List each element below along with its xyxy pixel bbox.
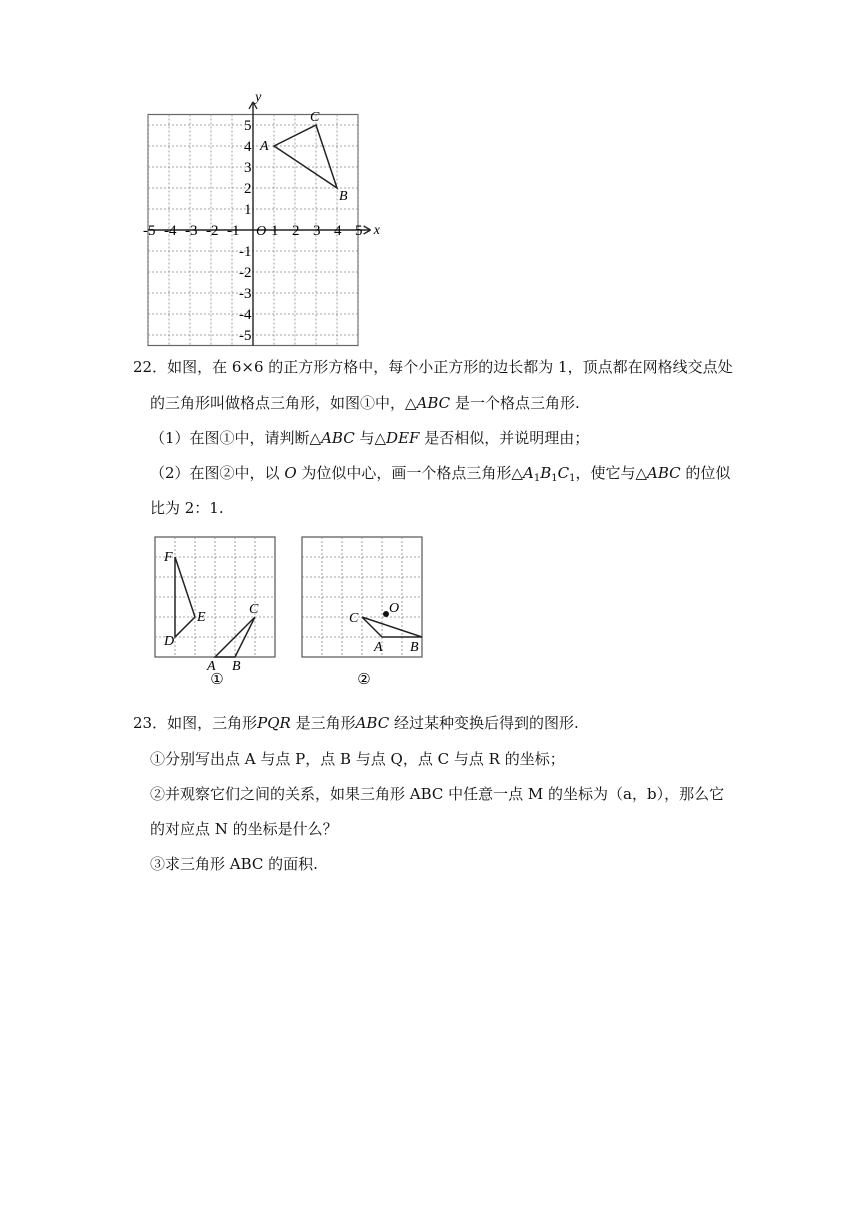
- q22-part2-sub1: 1: [533, 473, 541, 484]
- q22-part2-o: O: [284, 464, 297, 482]
- q23-line1-abc: ABC: [355, 714, 390, 732]
- coordinate-grid-svg: [140, 89, 380, 345]
- triangle-abc-fig2: [362, 617, 422, 637]
- point-label-c: C: [310, 110, 320, 125]
- label-b: B: [410, 640, 419, 655]
- q22-line1-text: 如图，在 6×6 的正方形方格中，每个小正方形的边长都为 1，顶点都在网格线交点处: [167, 358, 733, 376]
- x-tick-label: 5: [355, 223, 363, 239]
- q22-part2-abc: ABC: [647, 464, 681, 482]
- q22-part2-a1: A: [522, 464, 534, 482]
- q23-item2-line2-text: 的对应点 N 的坐标是什么？: [150, 820, 338, 838]
- x-tick-label: 2: [292, 223, 300, 239]
- q22-line2-abc: ABC: [416, 394, 451, 412]
- y-tick-label: -5: [239, 328, 252, 344]
- origin-label: O: [256, 224, 267, 239]
- triangle-abc: [274, 125, 337, 188]
- q22-part1-c: 与△: [359, 429, 387, 447]
- q23-item1-text: ①分别写出点 A 与点 P，点 B 与点 Q，点 C 与点 R 的坐标；: [150, 750, 565, 768]
- x-tick-label: -3: [185, 223, 198, 239]
- label-c: C: [249, 602, 259, 617]
- q22-part1-a: （1）在图①中，请判断△: [150, 429, 322, 447]
- grid-figure-2: [297, 532, 432, 692]
- q22-part2-line2-text: 比为 2：1.: [150, 499, 224, 517]
- label-d: D: [164, 634, 175, 649]
- y-tick-label: -1: [239, 244, 252, 260]
- q22-line1: [133, 356, 733, 378]
- y-tick-label: -2: [239, 265, 252, 281]
- label-e: E: [197, 610, 206, 625]
- q23-item2: [150, 783, 724, 805]
- q22-part2-line2: [150, 497, 224, 519]
- x-tick-label: -5: [143, 223, 156, 239]
- y-tick-label: -4: [239, 307, 252, 323]
- q23-line1-e: 经过某种变换后得到的图形.: [394, 714, 579, 732]
- x-tick-label: -2: [206, 223, 219, 239]
- q23-item1: [150, 748, 565, 770]
- label-c: C: [349, 611, 359, 626]
- y-tick-label: -3: [239, 286, 252, 302]
- q22-part2-sub3: 1: [569, 473, 576, 484]
- q22-number: 22．: [133, 358, 168, 376]
- grid-figure-2-svg: [297, 532, 432, 692]
- q22-part2-f: 的位似: [685, 464, 731, 482]
- q23-line1-a: 如图，三角形: [167, 714, 258, 732]
- label-b: B: [232, 659, 241, 674]
- point-label-b: B: [339, 189, 348, 204]
- q22-line2-a: 的三角形叫做格点三角形，如图①中，△: [150, 394, 417, 412]
- q23-line1-c: 是三角形: [295, 714, 356, 732]
- y-tick-label: 4: [244, 139, 252, 155]
- label-f: F: [164, 550, 173, 565]
- point-label-a: A: [260, 139, 269, 154]
- label-o: O: [389, 601, 400, 616]
- q23-item3-text: ③求三角形 ABC 的面积.: [150, 855, 318, 873]
- q22-line2: [150, 392, 580, 414]
- q22-part1: [150, 427, 589, 449]
- q22-part2-sub2: 1: [551, 473, 558, 484]
- x-tick-label: -4: [164, 223, 177, 239]
- y-tick-label: 2: [244, 181, 252, 197]
- q23-item2-line1-text: ②并观察它们之间的关系，如果三角形 ABC 中任意一点 M 的坐标为（a，b），那么它: [150, 785, 725, 803]
- figure-caption-1: ①: [210, 672, 224, 688]
- x-tick-label: 4: [334, 223, 342, 239]
- label-a: A: [207, 659, 216, 674]
- q22-part2-b1: B: [540, 464, 552, 482]
- x-tick-label: 1: [271, 223, 279, 239]
- y-tick-label: 5: [244, 118, 252, 134]
- x-tick-label: -1: [227, 223, 240, 239]
- y-tick-label: 3: [244, 160, 252, 176]
- q23-number: 23．: [133, 714, 168, 732]
- x-axis-label: x: [373, 223, 380, 238]
- q22-part2-c1: C: [557, 464, 570, 482]
- y-tick-label: 1: [244, 202, 252, 218]
- grid-figure-1-svg: [150, 532, 285, 692]
- coordinate-grid-figure: [140, 89, 380, 345]
- q22-line2-c: 是一个格点三角形.: [454, 394, 580, 412]
- q23-line1: [133, 712, 579, 734]
- label-a: A: [374, 640, 383, 655]
- q23-line1-pqr: PQR: [257, 714, 291, 732]
- x-tick-label: 3: [313, 223, 321, 239]
- y-axis-label: y: [255, 89, 262, 105]
- grid-figure-1: [150, 532, 285, 692]
- q23-item2-cont: [150, 818, 338, 840]
- q22-part1-abc: ABC: [321, 429, 355, 447]
- q23-item3: [150, 853, 318, 875]
- q22-part2: [150, 462, 730, 484]
- q22-part2-c: 为位似中心，画一个格点三角形△: [301, 464, 523, 482]
- figure-caption-2: ②: [357, 672, 371, 688]
- q22-part1-e: 是否相似，并说明理由；: [424, 429, 590, 447]
- q22-part1-def: DEF: [386, 429, 420, 447]
- q22-part2-a: （2）在图②中，以: [150, 464, 280, 482]
- q22-part2-d: ，使它与△: [575, 464, 647, 482]
